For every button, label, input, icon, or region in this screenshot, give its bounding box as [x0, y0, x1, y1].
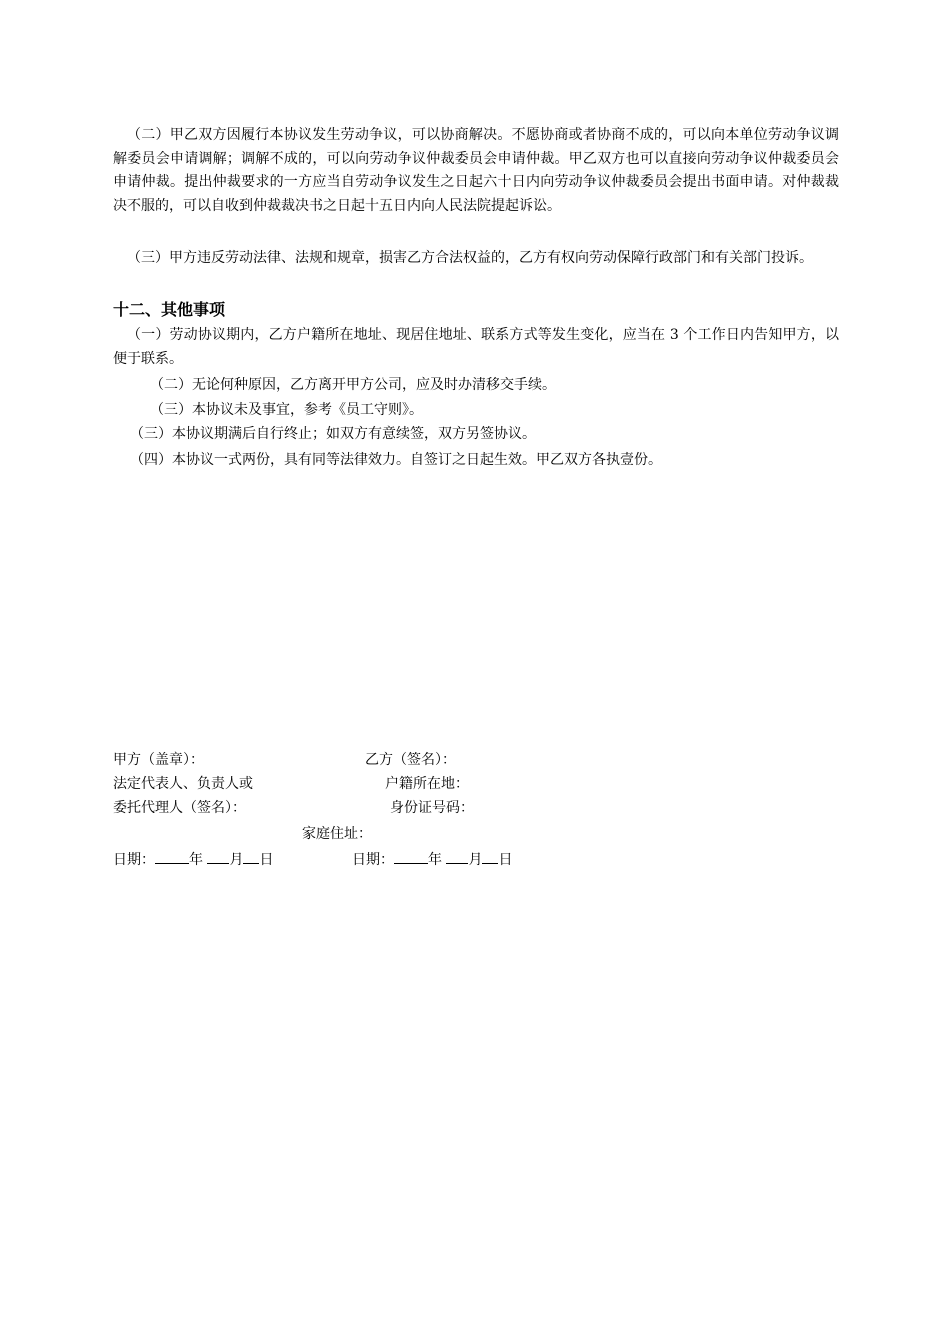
party-b-sign-label: 乙方（签名）：: [365, 752, 456, 768]
year-blank: [155, 848, 189, 864]
month-blank: [446, 848, 468, 864]
id-number-label: 身份证号码：: [390, 800, 474, 816]
date-label: 日期：: [113, 852, 155, 868]
day-label: 日: [259, 852, 274, 868]
month-label: 月: [468, 852, 483, 868]
party-a-date-line: [113, 848, 273, 870]
clause-expiry: （三）本协议期满后自行终止；如双方有意续签，双方另签协议。: [130, 426, 536, 442]
party-b-date-line: [352, 848, 512, 870]
paragraph-complaint: （三）甲方违反劳动法律、法规和规章，损害乙方合法权益的，乙方有权向劳动保障行政部门和有关部门投诉。: [127, 250, 813, 266]
clause-contact-change: （一）劳动协议期内，乙方户籍所在地址、现居住地址、联系方式等发生变化，应当在 3 个工作日内告知甲方，以便于联系。: [113, 327, 839, 367]
agent-sign-label: 委托代理人（签名）：: [113, 800, 246, 816]
clause-employee-handbook: （三）本协议未及事宜，参考《员工守则》。: [150, 402, 423, 418]
clause-copies: （四）本协议一式两份，具有同等法律效力。自签订之日起生效。甲乙双方各执壹份。: [130, 452, 662, 468]
party-a-seal-label: 甲方（盖章）：: [113, 752, 204, 768]
year-blank: [394, 848, 428, 864]
day-label: 日: [498, 852, 513, 868]
month-blank: [207, 848, 229, 864]
year-label: 年: [189, 852, 203, 868]
year-label: 年: [428, 852, 442, 868]
legal-rep-label: 法定代表人、负责人或: [113, 776, 253, 792]
day-blank: [482, 848, 498, 864]
section-heading-other-matters: 十二、其他事项: [113, 300, 226, 319]
date-label: 日期：: [352, 852, 394, 868]
day-blank: [243, 848, 259, 864]
home-address-label: 家庭住址：: [302, 826, 372, 842]
clause-handover: （二）无论何种原因，乙方离开甲方公司，应及时办清移交手续。: [150, 377, 556, 393]
household-reg-label: 户籍所在地：: [385, 776, 469, 792]
month-label: 月: [229, 852, 244, 868]
paragraph-dispute-resolution: （二）甲乙双方因履行本协议发生劳动争议，可以协商解决。不愿协商或者协商不成的，可以向本单位劳动争议调解委员会申请调解；调解不成的，可以向劳动争议仲裁委员会申请仲裁。甲乙双方也可以直接向劳动争议仲裁委员会申请仲裁。提出仲裁要求的一方应当自劳动争议发生之日起六十日内向劳动争议仲裁委员会提出书面申请。对仲裁裁决不服的，可以自收到仲裁裁决书之日起十五日内向人民法院提起诉讼。: [113, 127, 839, 214]
